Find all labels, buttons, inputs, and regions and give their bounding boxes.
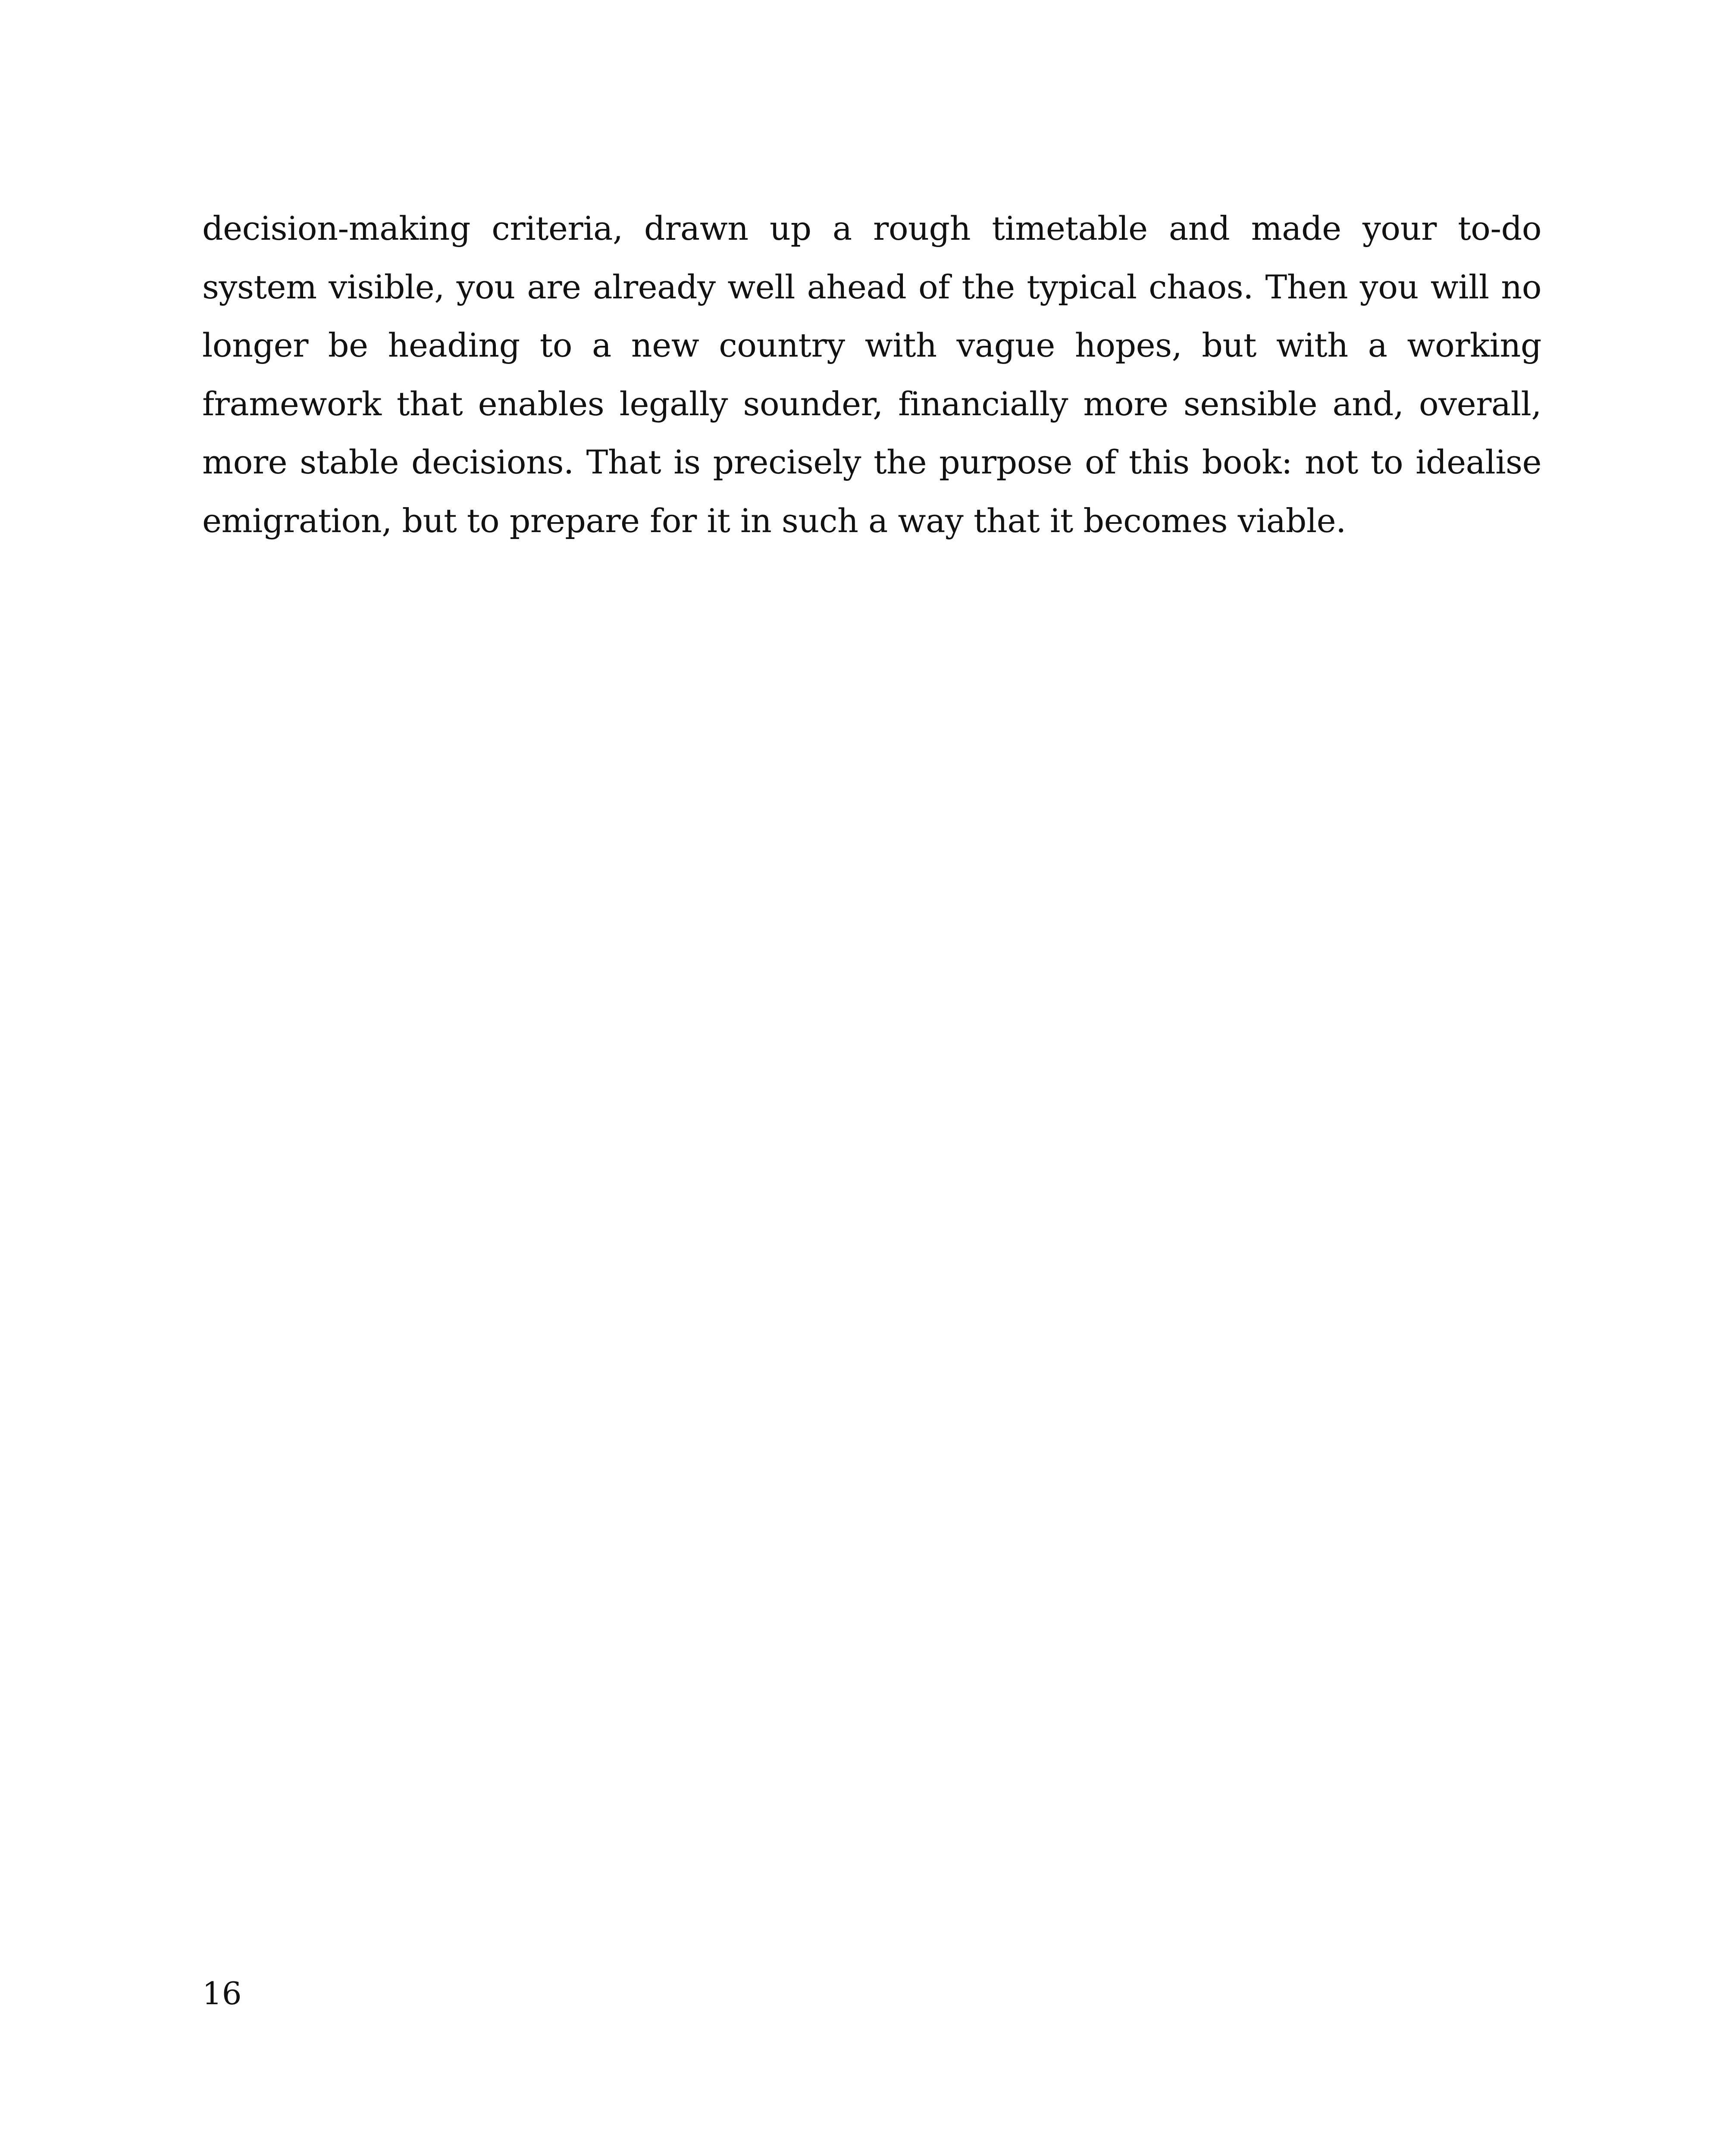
- paragraph-line: framework that enables legally sounder, financially more sensible and, overall,: [202, 384, 1541, 423]
- paragraph-line: system visible, you are already well ahead of the typical chaos. Then you will no: [202, 267, 1541, 306]
- paragraph-line: longer be heading to a new country with vague hopes, but with a working: [202, 326, 1541, 364]
- paragraph-line: emigration, but to prepare for it in such a way that it becomes viable.: [202, 501, 1346, 540]
- page-number: 16: [202, 1975, 242, 2012]
- paragraph-line: decision-making criteria, drawn up a rough timetable and made your to-do: [202, 209, 1541, 248]
- paragraph-line: more stable decisions. That is precisely the purpose of this book: not to idealise: [202, 443, 1541, 481]
- body-paragraph: [202, 199, 1541, 550]
